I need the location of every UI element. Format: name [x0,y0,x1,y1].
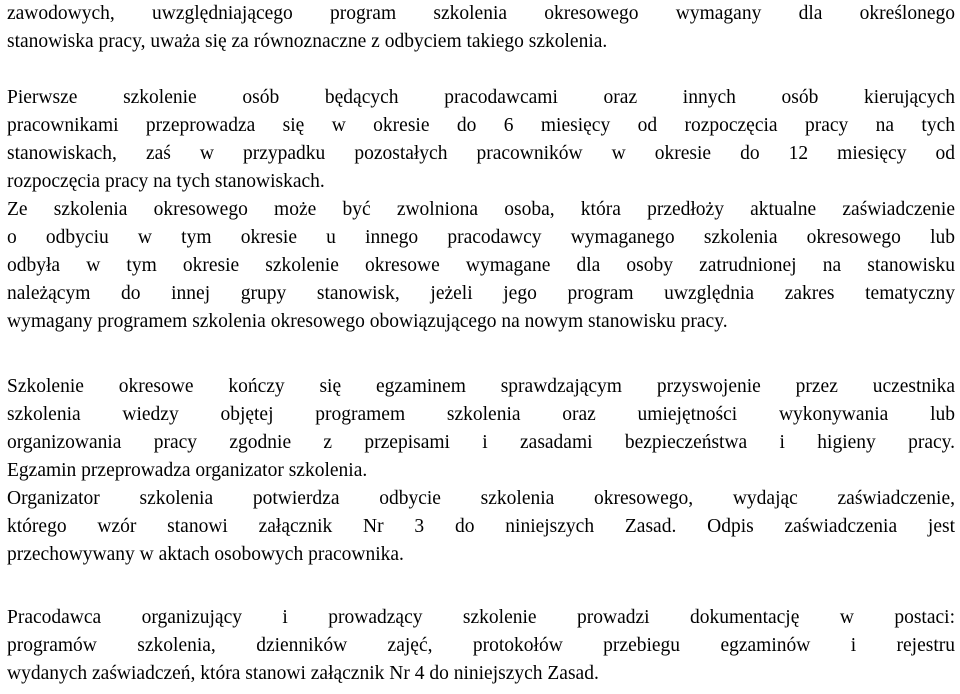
text-line: wymagany programem szkolenia okresowego obowiązującego na nowym stanowisku pracy. [7,311,728,332]
text-line: wydanych zaświadczeń, która stanowi załącznik Nr 4 do niniejszych Zasad. [7,663,599,684]
text-line: stanowiskach, zaś w przypadku pozostałych pracowników w okresie do 12 miesięcy od [7,143,955,164]
text-line: Egzamin przeprowadza organizator szkolenia. [7,460,368,481]
text-line: Organizator szkolenia potwierdza odbycie szkolenia okresowego, wydając zaświadczenie, [7,488,955,509]
text-line: którego wzór stanowi załącznik Nr 3 do niniejszych Zasad. Odpis zaświadczenia jest [7,516,955,537]
text-line: przechowywany w aktach osobowych pracownika. [7,544,404,565]
text-line: o odbyciu w tym okresie u innego pracodawcy wymaganego szkolenia okresowego lub [7,227,955,248]
text-line: Ze szkolenia okresowego może być zwolniona osoba, która przedłoży aktualne zaświadczenie [7,199,955,220]
text-line: Szkolenie okresowe kończy się egzaminem sprawdzającym przyswojenie przez uczestnika [7,376,955,397]
text-line: należącym do innej grupy stanowisk, jeżeli jego program uwzględnia zakres tematyczny [7,283,955,304]
text-line: Pracodawca organizujący i prowadzący szkolenie prowadzi dokumentację w postaci: [7,607,955,628]
text-line: stanowiska pracy, uważa się za równoznaczne z odbyciem takiego szkolenia. [7,31,608,52]
text-line: Pierwsze szkolenie osób będących pracodawcami oraz innych osób kierujących [7,87,955,108]
text-line: zawodowych, uwzględniającego program szkolenia okresowego wymagany dla określonego [7,3,955,24]
text-line: organizowania pracy zgodnie z przepisami i zasadami bezpieczeństwa i higieny pracy. [7,432,955,453]
text-line: rozpoczęcia pracy na tych stanowiskach. [7,171,325,192]
text-line: szkolenia wiedzy objętej programem szkolenia oraz umiejętności wykonywania lub [7,404,955,425]
text-line: programów szkolenia, dzienników zajęć, protokołów przebiegu egzaminów i rejestru [7,635,955,656]
document-page [7,0,955,694]
text-line: odbyła w tym okresie szkolenie okresowe wymagane dla osoby zatrudnionej na stanowisku [7,255,955,276]
text-line: pracownikami przeprowadza się w okresie do 6 miesięcy od rozpoczęcia pracy na tych [7,115,955,136]
